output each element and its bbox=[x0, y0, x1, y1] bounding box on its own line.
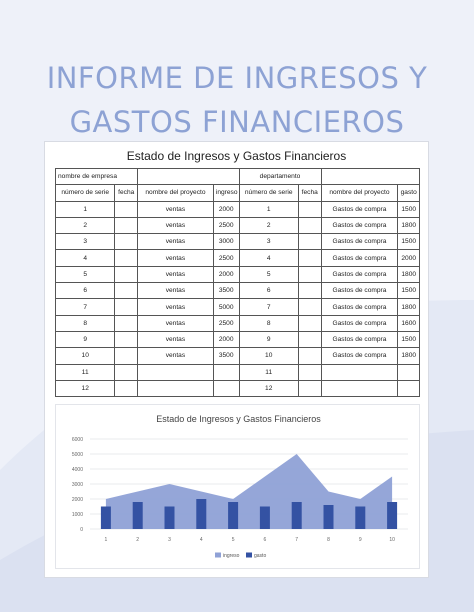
col-header-proyecto: nombre del proyecto bbox=[138, 185, 214, 201]
cell-fecha-2[interactable] bbox=[298, 234, 321, 250]
cell-serie-2[interactable]: 11 bbox=[239, 364, 298, 380]
cell-ingreso[interactable]: 2000 bbox=[213, 201, 239, 217]
cell-fecha-2[interactable] bbox=[298, 266, 321, 282]
cell-ingreso[interactable]: 2500 bbox=[213, 315, 239, 331]
cell-gasto[interactable]: 1500 bbox=[398, 331, 420, 347]
x-tick-label: 6 bbox=[263, 537, 267, 543]
cell-fecha[interactable] bbox=[115, 315, 138, 331]
cell-fecha-2[interactable] bbox=[298, 217, 321, 233]
cell-serie-2[interactable]: 9 bbox=[239, 331, 298, 347]
company-header-row bbox=[56, 169, 420, 185]
cell-serie[interactable]: 4 bbox=[56, 250, 115, 266]
cell-fecha[interactable] bbox=[115, 283, 138, 299]
bar-gasto bbox=[292, 502, 302, 529]
cell-fecha-2[interactable] bbox=[298, 331, 321, 347]
report-sheet bbox=[44, 141, 429, 578]
cell-proyecto-2[interactable]: Gastos de compra bbox=[321, 348, 398, 364]
col-header-ingreso: ingreso bbox=[213, 185, 239, 201]
bar-gasto bbox=[260, 507, 270, 530]
cell-proyecto-2[interactable]: Gastos de compra bbox=[321, 283, 398, 299]
company-name-value[interactable] bbox=[138, 169, 239, 185]
cell-fecha[interactable] bbox=[115, 234, 138, 250]
cell-serie[interactable]: 11 bbox=[56, 364, 115, 380]
cell-ingreso[interactable] bbox=[213, 364, 239, 380]
cell-gasto[interactable]: 1800 bbox=[398, 348, 420, 364]
series-ingreso-area bbox=[106, 454, 392, 529]
table-row bbox=[56, 364, 420, 380]
cell-serie[interactable]: 8 bbox=[56, 315, 115, 331]
legend-swatch-ingreso bbox=[215, 553, 221, 558]
cell-gasto[interactable]: 1800 bbox=[398, 299, 420, 315]
cell-serie-2[interactable]: 3 bbox=[239, 234, 298, 250]
col-header-serie: número de serie bbox=[56, 185, 115, 201]
cell-proyecto-2[interactable] bbox=[321, 364, 398, 380]
cell-gasto[interactable] bbox=[398, 380, 420, 396]
cell-serie-2[interactable]: 8 bbox=[239, 315, 298, 331]
x-tick-label: 10 bbox=[389, 537, 395, 543]
col-header-serie-2: número de serie bbox=[239, 185, 298, 201]
cell-proyecto[interactable]: ventas bbox=[138, 348, 214, 364]
cell-gasto[interactable]: 1600 bbox=[398, 315, 420, 331]
cell-serie[interactable]: 5 bbox=[56, 266, 115, 282]
bar-gasto bbox=[387, 502, 397, 529]
cell-serie-2[interactable]: 6 bbox=[239, 283, 298, 299]
bar-gasto bbox=[355, 507, 365, 530]
bar-gasto bbox=[196, 499, 206, 529]
bar-gasto bbox=[228, 502, 238, 529]
cell-ingreso[interactable] bbox=[213, 380, 239, 396]
cell-serie[interactable]: 3 bbox=[56, 234, 115, 250]
cell-gasto[interactable]: 1500 bbox=[398, 201, 420, 217]
cell-fecha[interactable] bbox=[115, 266, 138, 282]
y-tick-label: 6000 bbox=[71, 437, 83, 443]
cell-serie[interactable]: 2 bbox=[56, 217, 115, 233]
cell-serie-2[interactable]: 5 bbox=[239, 266, 298, 282]
table-row bbox=[56, 299, 420, 315]
cell-ingreso[interactable]: 3500 bbox=[213, 283, 239, 299]
y-tick-label: 1000 bbox=[71, 512, 83, 518]
table-row bbox=[56, 283, 420, 299]
department-label: departamento bbox=[239, 169, 321, 185]
table-row bbox=[56, 348, 420, 364]
table-row bbox=[56, 234, 420, 250]
cell-serie-2[interactable]: 2 bbox=[239, 217, 298, 233]
cell-proyecto[interactable] bbox=[138, 380, 214, 396]
cell-proyecto[interactable]: ventas bbox=[138, 299, 214, 315]
column-header-row bbox=[56, 185, 420, 201]
bar-gasto bbox=[324, 505, 334, 529]
cell-proyecto[interactable]: ventas bbox=[138, 266, 214, 282]
cell-proyecto[interactable]: ventas bbox=[138, 217, 214, 233]
table-row bbox=[56, 266, 420, 282]
col-header-fecha: fecha bbox=[115, 185, 138, 201]
cell-fecha[interactable] bbox=[115, 201, 138, 217]
legend-label-gasto: gasto bbox=[254, 553, 267, 559]
cell-ingreso[interactable]: 2000 bbox=[213, 331, 239, 347]
cell-gasto[interactable]: 1800 bbox=[398, 266, 420, 282]
sheet-title: Estado de Ingresos y Gastos Financieros bbox=[126, 149, 347, 163]
cell-serie[interactable]: 10 bbox=[56, 348, 115, 364]
legend-label-ingreso: ingreso bbox=[223, 553, 240, 559]
cell-proyecto[interactable]: ventas bbox=[138, 201, 214, 217]
cell-serie-2[interactable]: 10 bbox=[239, 348, 298, 364]
cell-fecha[interactable] bbox=[115, 217, 138, 233]
cell-proyecto-2[interactable]: Gastos de compra bbox=[321, 315, 398, 331]
cell-gasto[interactable]: 1800 bbox=[398, 217, 420, 233]
chart-container bbox=[55, 404, 420, 569]
page-title bbox=[0, 56, 474, 144]
x-tick-label: 3 bbox=[168, 537, 171, 543]
cell-serie-2[interactable]: 7 bbox=[239, 299, 298, 315]
cell-proyecto-2[interactable] bbox=[321, 380, 398, 396]
cell-proyecto[interactable]: ventas bbox=[138, 283, 214, 299]
cell-fecha-2[interactable] bbox=[298, 315, 321, 331]
cell-fecha-2[interactable] bbox=[298, 283, 321, 299]
bar-gasto bbox=[101, 507, 111, 530]
x-tick-label: 9 bbox=[358, 537, 362, 543]
company-name-label: nombre de empresa bbox=[56, 169, 138, 185]
y-tick-label: 0 bbox=[80, 527, 83, 533]
financial-table bbox=[55, 168, 420, 397]
col-header-proyecto-2: nombre del proyecto bbox=[321, 185, 398, 201]
cell-proyecto-2[interactable]: Gastos de compra bbox=[321, 331, 398, 347]
x-tick-label: 8 bbox=[327, 537, 330, 543]
cell-proyecto-2[interactable]: Gastos de compra bbox=[321, 299, 398, 315]
x-tick-label: 1 bbox=[104, 537, 108, 543]
y-tick-label: 3000 bbox=[71, 482, 83, 488]
bar-gasto bbox=[165, 507, 175, 530]
cell-fecha-2[interactable] bbox=[298, 201, 321, 217]
table-row bbox=[56, 315, 420, 331]
cell-serie-2[interactable]: 4 bbox=[239, 250, 298, 266]
cell-serie-2[interactable]: 1 bbox=[239, 201, 298, 217]
col-header-gasto: gasto bbox=[398, 185, 420, 201]
x-tick-label: 7 bbox=[295, 537, 299, 543]
cell-proyecto[interactable]: ventas bbox=[138, 315, 214, 331]
cell-fecha-2[interactable] bbox=[298, 364, 321, 380]
y-tick-label: 4000 bbox=[71, 467, 83, 473]
page-title-line-2: GASTOS FINANCIEROS bbox=[69, 105, 405, 139]
cell-fecha-2[interactable] bbox=[298, 348, 321, 364]
cell-fecha[interactable] bbox=[115, 380, 138, 396]
cell-serie[interactable]: 9 bbox=[56, 331, 115, 347]
cell-proyecto[interactable] bbox=[138, 364, 214, 380]
cell-serie[interactable]: 12 bbox=[56, 380, 115, 396]
cell-gasto[interactable]: 2000 bbox=[398, 250, 420, 266]
cell-fecha[interactable] bbox=[115, 299, 138, 315]
cell-ingreso[interactable]: 2500 bbox=[213, 217, 239, 233]
cell-fecha[interactable] bbox=[115, 348, 138, 364]
table-row bbox=[56, 217, 420, 233]
cell-proyecto[interactable]: ventas bbox=[138, 331, 214, 347]
col-header-fecha-2: fecha bbox=[298, 185, 321, 201]
y-tick-label: 5000 bbox=[71, 452, 83, 458]
cell-proyecto-2[interactable]: Gastos de compra bbox=[321, 234, 398, 250]
cell-proyecto-2[interactable]: Gastos de compra bbox=[321, 266, 398, 282]
cell-fecha-2[interactable] bbox=[298, 299, 321, 315]
cell-ingreso[interactable]: 5000 bbox=[213, 299, 239, 315]
cell-ingreso[interactable]: 3000 bbox=[213, 234, 239, 250]
x-tick-label: 5 bbox=[231, 537, 235, 543]
income-expense-chart bbox=[56, 405, 421, 570]
table-row bbox=[56, 380, 420, 396]
cell-gasto[interactable]: 1500 bbox=[398, 234, 420, 250]
cell-proyecto-2[interactable]: Gastos de compra bbox=[321, 217, 398, 233]
table-row bbox=[56, 250, 420, 266]
legend-swatch-gasto bbox=[246, 553, 252, 558]
y-tick-label: 2000 bbox=[71, 497, 83, 503]
cell-serie-2[interactable]: 12 bbox=[239, 380, 298, 396]
chart-title: Estado de Ingresos y Gastos Financieros bbox=[156, 414, 321, 424]
cell-fecha[interactable] bbox=[115, 250, 138, 266]
cell-proyecto[interactable]: ventas bbox=[138, 250, 214, 266]
cell-gasto[interactable]: 1500 bbox=[398, 283, 420, 299]
cell-gasto[interactable] bbox=[398, 364, 420, 380]
table-row bbox=[56, 201, 420, 217]
cell-serie[interactable]: 1 bbox=[56, 201, 115, 217]
cell-fecha[interactable] bbox=[115, 331, 138, 347]
bar-gasto bbox=[133, 502, 143, 529]
cell-fecha[interactable] bbox=[115, 364, 138, 380]
cell-serie[interactable]: 6 bbox=[56, 283, 115, 299]
cell-ingreso[interactable]: 2500 bbox=[213, 250, 239, 266]
cell-fecha-2[interactable] bbox=[298, 380, 321, 396]
x-tick-label: 4 bbox=[199, 537, 203, 543]
page-title-line-1: INFORME DE INGRESOS Y bbox=[46, 61, 428, 95]
cell-proyecto-2[interactable]: Gastos de compra bbox=[321, 201, 398, 217]
cell-fecha-2[interactable] bbox=[298, 250, 321, 266]
cell-serie[interactable]: 7 bbox=[56, 299, 115, 315]
table-row bbox=[56, 331, 420, 347]
cell-ingreso[interactable]: 3500 bbox=[213, 348, 239, 364]
cell-ingreso[interactable]: 2000 bbox=[213, 266, 239, 282]
department-value[interactable] bbox=[321, 169, 419, 185]
cell-proyecto-2[interactable]: Gastos de compra bbox=[321, 250, 398, 266]
cell-proyecto[interactable]: ventas bbox=[138, 234, 214, 250]
x-tick-label: 2 bbox=[136, 537, 140, 543]
